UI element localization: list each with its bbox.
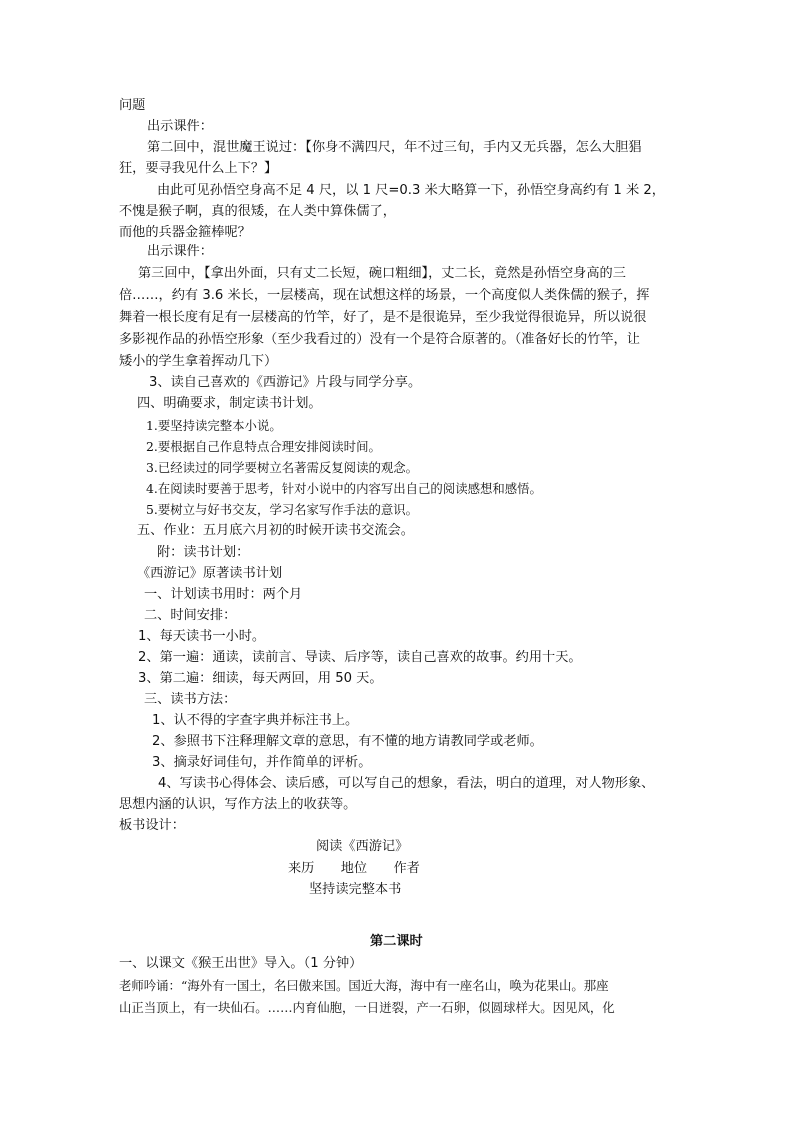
list-item: 3、第二遍：细读，每天两回，用 50 天。 — [138, 671, 383, 686]
board-title: 阅读《西游记》 — [316, 839, 409, 854]
list-item: 1、认不得的字查字典并标注书上。 — [152, 713, 359, 728]
section-heading: 二、时间安排： — [144, 608, 237, 623]
section-heading: 五、作业：五月底六月初的时候开读书交流会。 — [137, 523, 414, 538]
plan-title: 《西游记》原著读书计划 — [137, 566, 283, 581]
text-line: 第三回中，【拿出外面，只有丈二长短，碗口粗细】，丈二长，竟然是孙悟空身高的三 — [138, 266, 626, 281]
text-line: 舞着一根长度有足有一层楼高的竹竿，好了，是不是很诡异，至少我觉得很诡异，所以说很 — [119, 310, 647, 325]
text-line: 山正当顶上，有一块仙石。……内育仙胞，一日迸裂，产一石卵，似圆球样大。因见风，化 — [119, 1000, 615, 1015]
list-item: 1.要坚持读完整本小说。 — [146, 418, 282, 433]
lesson-heading: 第二课时 — [370, 934, 423, 949]
text-line: 板书设计： — [119, 818, 185, 833]
text-line: 矮小的学生拿着挥动几下） — [119, 354, 278, 369]
text-line: 3、读自己喜欢的《西游记》片段与同学分享。 — [149, 375, 422, 390]
board-line: 坚持读完整本书 — [309, 882, 402, 897]
list-item: 3.已经读过的同学要树立名著需反复阅读的观念。 — [146, 460, 419, 475]
list-item: 1、每天读书一小时。 — [138, 629, 266, 644]
section-heading: 一、计划读书用时：两个月 — [144, 587, 303, 602]
text-line: 不愧是猴子啊，真的很矮，在人类中算侏儒了， — [119, 204, 396, 219]
text-line: 出示课件： — [147, 119, 213, 134]
text-line: 狂，要寻我见什么上下？】 — [119, 161, 278, 176]
text-line: 老师吟诵：“海外有一国土，名曰傲来国。国近大海，海中有一座名山，唤为花果山。那座 — [119, 978, 609, 993]
list-item: 4、写读书心得体会、读后感，可以写自己的想象，看法，明白的道理，对人物形象、 — [158, 776, 655, 791]
list-item: 2、第一遍：通读，读前言、导读、后序等，读自己喜欢的故事。约用十天。 — [138, 650, 582, 665]
list-item: 5.要树立与好书交友，学习名家写作手法的意识。 — [146, 502, 419, 517]
text-line: 而他的兵器金箍棒呢？ — [119, 225, 251, 240]
list-item: 2、参照书下注释理解文章的意思，有不懂的地方请教同学或老师。 — [152, 734, 543, 749]
list-item: 2.要根据自己作息特点合理安排阅读时间。 — [146, 439, 381, 454]
text-line: 多影视作品的孙悟空形象（至少我看过的）没有一个是符合原著的。（准备好长的竹竿，让 — [119, 332, 640, 347]
section-heading: 四、明确要求，制定读书计划。 — [137, 396, 322, 411]
text-line: 第二回中，混世魔王说过：【你身不满四尺，年不过三旬，手内又无兵器，怎么大胆猖 — [147, 140, 642, 155]
text-line: 倍……，约有 3.6 米长，一层楼高，现在试想这样的场景，一个高度似人类侏儒的猴子，挥 — [119, 288, 650, 303]
text-line: 问题 — [119, 98, 146, 113]
board-line: 来历 地位 作者 — [288, 861, 420, 876]
text-line: 出示课件： — [147, 244, 213, 259]
text-line: 由此可见孙悟空身高不足 4 尺，以 1 尺=0.3 米大略算一下，孙悟空身高约有 1 米 2， — [157, 183, 665, 198]
list-item: 3、摘录好词佳句，并作简单的评析。 — [152, 755, 372, 770]
section-heading: 一、以课文《猴王出世》导入。（1 分钟） — [119, 956, 363, 971]
text-line: 附：读书计划： — [157, 545, 250, 560]
section-heading: 三、读书方法： — [144, 692, 237, 707]
text-line: 思想内涵的认识，写作方法上的收获等。 — [119, 797, 357, 812]
list-item: 4.在阅读时要善于思考，针对小说中的内容写出自己的阅读感想和感悟。 — [146, 481, 542, 496]
